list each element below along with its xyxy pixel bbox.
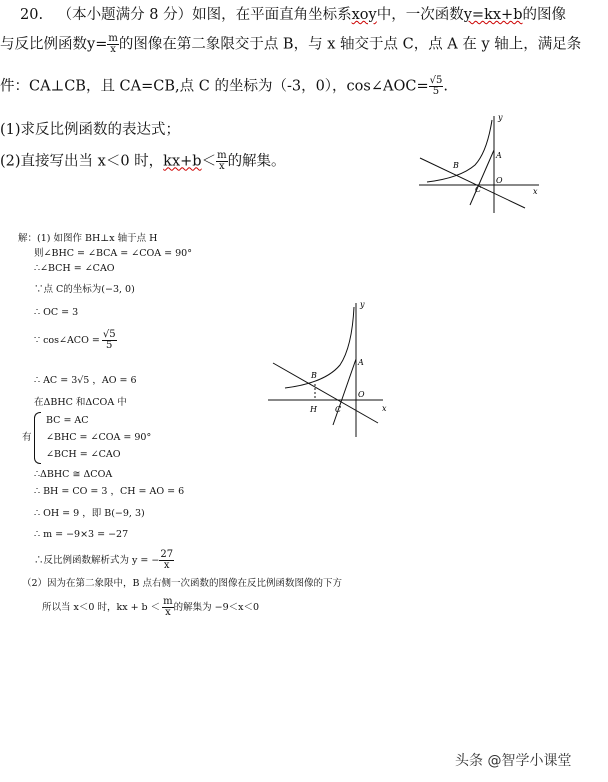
solution-line-12: ∴ΔBHC ≅ ΔCOA — [34, 469, 113, 480]
solution-line-13: ∴ BH = CO = 3 ，CH = AO = 6 — [34, 486, 185, 497]
inverse-fraction — [159, 550, 174, 571]
solution-line-7: ∴ AC = 3√5 ，AO = 6 — [34, 375, 137, 386]
solution-line-16 — [34, 550, 174, 571]
solution-line-14: ∴ OH = 9 ，即 B(−9, 3) — [34, 508, 145, 519]
cos-aco-fraction — [102, 330, 117, 351]
part2-lt: ＜ — [201, 153, 217, 170]
part2-solution-line-1: （2）因为在第二象限中，B 点右侧一次函数的图像在反比例函数图像的下方 — [22, 578, 343, 589]
top-label-C: C — [475, 185, 482, 194]
part2-solution-line-2 — [42, 597, 259, 618]
fraction-denominator: x — [107, 44, 118, 55]
question-line-1 — [20, 5, 566, 25]
xoy-text: xoy — [351, 7, 377, 23]
cos-aco-denominator: 5 — [102, 340, 117, 351]
part2-kxb: kx+b — [163, 153, 202, 170]
top-hyperbola — [427, 120, 492, 182]
top-label-B: B — [453, 161, 459, 170]
solution-line-2: 则∠BHC = ∠BCA = ∠COA = 90° — [34, 248, 192, 259]
cos-aco-label: ∵ cos∠ACO = — [34, 335, 100, 346]
cos-numerator: √5 — [429, 75, 443, 86]
watermark: 头条 @智学小课堂 — [455, 753, 572, 769]
question-header-end: 的图像 — [522, 7, 566, 23]
solution-line-15: ∴ m = −9×3 = −27 — [34, 529, 129, 540]
part2-numerator: m — [217, 150, 227, 161]
question-line-2 — [0, 34, 581, 55]
top-label-x: x — [533, 187, 538, 196]
question-header: （本小题满分 8 分）如图，在平面直角坐标系 — [57, 7, 352, 23]
part2-denominator: x — [216, 161, 227, 172]
fraction-numerator: m — [108, 33, 118, 44]
system-brace — [34, 412, 41, 464]
solution-line-3: ∴∠BCH = ∠CAO — [34, 263, 115, 274]
cos-aco-numerator: √5 — [102, 329, 116, 340]
question-header-tail: 中，一次函数 — [376, 7, 464, 23]
line3-end: . — [443, 78, 448, 95]
part2-prefix: (2)直接写出当 x＜0 时， — [0, 153, 164, 170]
solution-line-5: ∴ OC = 3 — [34, 307, 79, 318]
top-line-ca — [470, 150, 494, 205]
part2-end: 的解集。 — [227, 153, 286, 170]
part2-solution-numerator: m — [163, 596, 173, 607]
y-equals: y= — [87, 36, 108, 53]
solution-line-4: ∵点 C的坐标为(−3, 0) — [34, 284, 135, 295]
line3-text: 件：CA⊥CB，且 CA=CB,点 C 的坐标为（-3，0），cos∠AOC= — [0, 78, 429, 95]
part2-solution-fraction — [162, 597, 173, 618]
part2-solution-prefix: 所以当 x＜0 时，kx + b ＜ — [42, 602, 161, 613]
part2-solution-denominator: x — [162, 607, 173, 618]
kxb-text: y=kx+b — [463, 7, 523, 23]
figure-bottom — [265, 295, 395, 440]
question-line-3 — [0, 76, 448, 97]
part-1: (1)求反比例函数的表达式； — [0, 122, 181, 138]
inverse-denominator: x — [159, 560, 174, 571]
fraction-m-over-x — [107, 34, 118, 55]
top-label-O: O — [496, 176, 503, 185]
solution-line-6 — [34, 330, 117, 351]
part2-fraction — [216, 151, 227, 172]
bottom-label-x: x — [382, 404, 387, 413]
part2-solution-end: 的解集为 −9＜x＜0 — [173, 602, 260, 613]
inverse-numerator: 27 — [160, 549, 174, 560]
solution-line-9: BC = AC — [46, 415, 89, 426]
solution-line-1: 解：(1) 如图作 BH⊥x 轴于点 H — [18, 233, 158, 244]
part-2 — [0, 151, 286, 172]
inverse-expression-label: ∴反比例函数解析式为 y = − — [34, 555, 160, 566]
bottom-label-y: y — [360, 300, 365, 309]
bottom-label-O: O — [358, 390, 365, 399]
bottom-label-A: A — [358, 358, 364, 367]
solution-line-10: ∠BHC = ∠COA = 90° — [46, 432, 152, 443]
line2-rest: 的图像在第二象限交于点 B，与 x 轴交于点 C，点 A 在 y 轴上，满足条 — [118, 36, 582, 53]
bottom-label-B: B — [311, 371, 317, 380]
bottom-label-H: H — [310, 405, 317, 414]
figure-top — [415, 110, 545, 215]
line2-prefix: 与反比例函数 — [0, 36, 87, 53]
cos-denominator: 5 — [429, 86, 444, 97]
fraction-root5-over-5 — [429, 76, 444, 97]
solution-line-8: 在ΔBHC 和ΔCOA 中 — [34, 397, 127, 408]
question-number: 20. — [20, 7, 44, 23]
top-label-A: A — [496, 151, 502, 160]
solution-line-11: ∠BCH = ∠CAO — [46, 449, 121, 460]
solution-line-10-prefix: 有 — [22, 432, 32, 443]
top-label-y: y — [498, 113, 503, 122]
bottom-label-C: C — [335, 405, 342, 414]
